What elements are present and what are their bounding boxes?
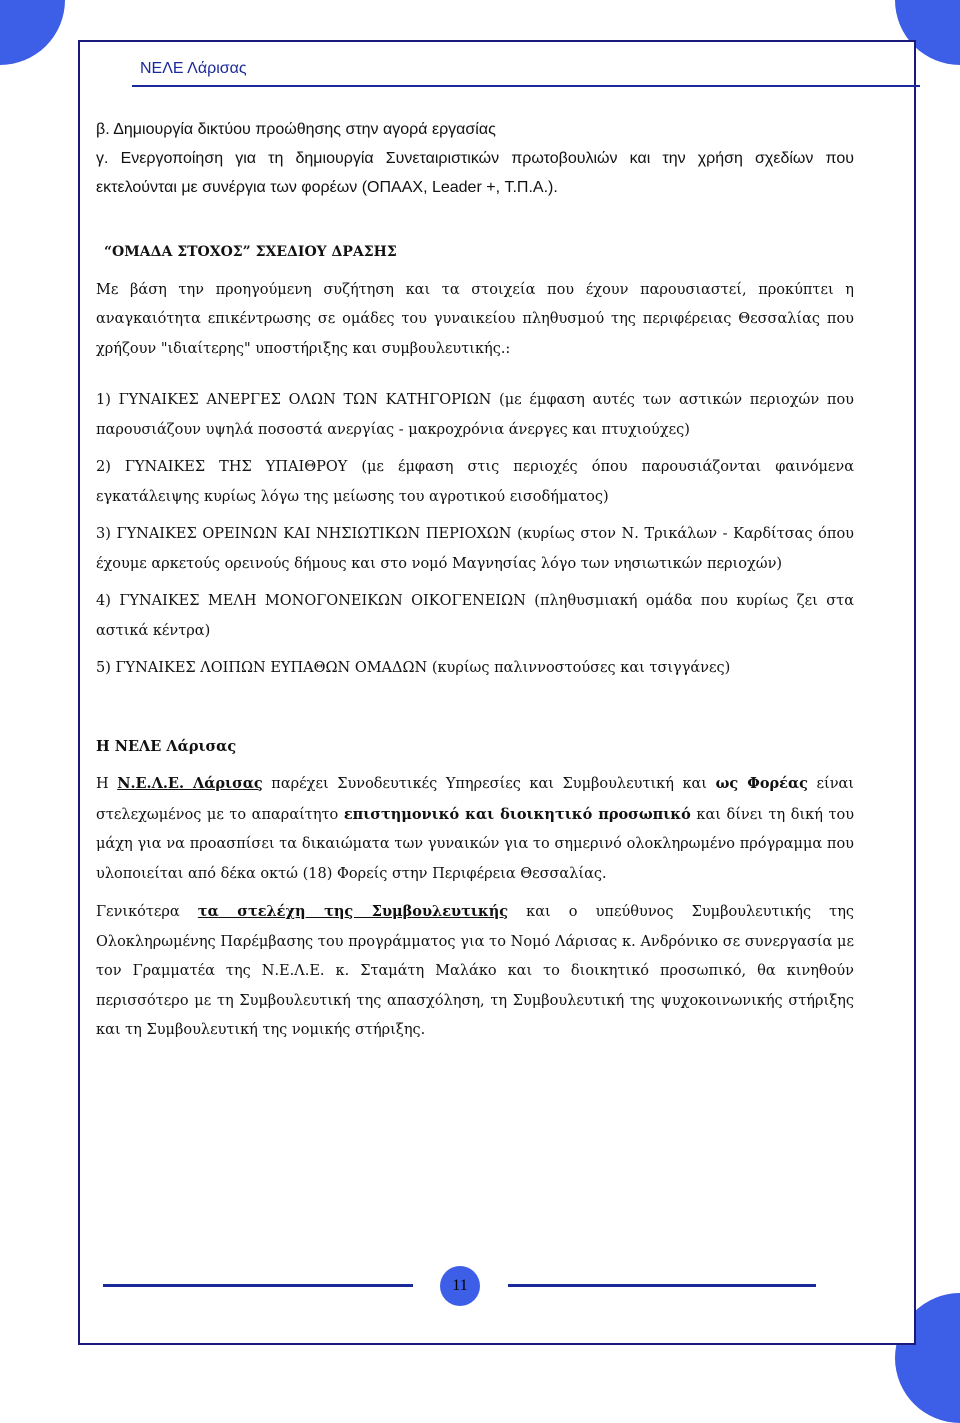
nele-paragraph-2: [96, 897, 854, 1046]
page-content: [96, 115, 854, 1046]
nele-p1-text-1: Η: [96, 776, 118, 792]
nele-p2-text-1: Γενικότερα: [96, 904, 198, 920]
header-rule: [132, 85, 920, 87]
target-group-item-2: 2) ΓΥΝΑΙΚΕΣ ΤΗΣ ΥΠΑΙΘΡΟΥ (με έμφαση στις περιοχές όπου παρουσιάζονται φαινόμενα εγκατάλειψης κυρίως λόγω της μείωσης του αγροτικού εισοδήματος): [96, 459, 854, 505]
nele-p2-text-2: και ο υπεύθυνος Συμβουλευτικής της Ολοκληρωμένης Παρέμβασης του προγράμματος για το Νομό Λάρισας κ. Ανδρόνικο σε συνεργασία με τον Γραμματέα της Ν.Ε.Λ.Ε. κ. Σταμάτη Μαλάκο και το διοικητικό προσωπικό, θα κινηθούν περισσότερο με τη Συμβουλευτική της απασχόληση, τη Συμβουλευτική της ψυχοκοινωνικής στήριξης και τη Συμβουλευτική της νομικής στήριξης.: [96, 904, 855, 1038]
nele-p1-text-3: είναι στελεχωμένος με το απαραίτητο: [96, 776, 854, 823]
header-title: ΝΕΛΕ Λάρισας: [140, 60, 247, 77]
corner-decoration-top-left: [0, 0, 65, 65]
nele-p1-bold-2: ως Φορέας: [715, 775, 808, 792]
nele-paragraph-1: [96, 769, 854, 889]
footer-line-right: [508, 1284, 816, 1287]
intro-line-c: γ. Ενεργοποίηση για τη δημιουργία Συνεταιριστικών πρωτοβουλιών και την χρήση σχεδίων που εκτελούνται με συνέργια των φορέων (ΟΠΑΑΧ, Leader +, Τ.Π.Α.).: [96, 150, 854, 196]
target-group-intro: Με βάση την προηγούμενη συζήτηση και τα στοιχεία που έχουν παρουσιαστεί, προκύπτει η αναγκαιότητα επικέντρωσης σε ομάδες του γυναικείου πληθυσμού της περιφέρειας Θεσσαλίας που χρήζουν "ιδιαίτερης" υποστήριξης και συμβουλευτικής.:: [96, 281, 854, 357]
nele-p1-text-2: παρέχει Συνοδευτικές Υπηρεσίες και Συμβουλευτική και: [262, 776, 716, 792]
nele-heading: Η ΝΕΛΕ Λάρισας: [96, 737, 237, 755]
nele-p2-bold-1: τα στελέχη της Συμβουλευτικής: [197, 903, 509, 920]
footer-line-left: [103, 1284, 413, 1287]
nele-p1-bold-1: Ν.Ε.Λ.Ε. Λάρισας: [117, 775, 263, 792]
target-group-item-5: 5) ΓΥΝΑΙΚΕΣ ΛΟΙΠΩΝ ΕΥΠΑΘΩΝ ΟΜΑΔΩΝ (κυρίως παλιννοστούσες και τσιγγάνες): [96, 660, 731, 676]
nele-p1-text-4: και δίνει τη δική του μάχη για να προασπίσει τα δικαιώματα των γυναικών για το σημερινό ολοκληρωμένο πρόγραμμα που υλοποιείται από δέκα οκτώ (18) Φορείς στην Περιφέρεια Θεσσαλίας.: [96, 806, 855, 882]
page-number-badge: [440, 1266, 480, 1306]
target-group-item-4: 4) ΓΥΝΑΙΚΕΣ ΜΕΛΗ ΜΟΝΟΓΟΝΕΙΚΩΝ ΟΙΚΟΓΕΝΕΙΩΝ (πληθυσμιακή ομάδα που κυρίως ζει στα αστικά κέντρα): [96, 593, 854, 639]
page-number: 11: [452, 1277, 468, 1294]
nele-p1-bold-3: επιστημονικό και διοικητικό προσωπικό: [343, 805, 691, 823]
target-group-item-1: 1) ΓΥΝΑΙΚΕΣ ΑΝΕΡΓΕΣ ΟΛΩΝ ΤΩΝ ΚΑΤΗΓΟΡΙΩΝ (με έμφαση αυτές των αστικών περιοχών που παρουσιάζουν υψηλά ποσοστά ανεργίας - μακροχρόνια άνεργες και πτυχιούχες): [96, 392, 854, 438]
intro-line-b: β. Δημιουργία δικτύου προώθησης στην αγορά εργασίας: [96, 121, 496, 138]
target-group-item-3: 3) ΓΥΝΑΙΚΕΣ ΟΡΕΙΝΩΝ ΚΑΙ ΝΗΣΙΩΤΙΚΩΝ ΠΕΡΙΟΧΩΝ (κυρίως στον Ν. Τρικάλων - Καρδίτσας όπου έχουμε αρκετούς ορεινούς δήμους και στο νομό Μαγνησίας λόγο των νησιωτικών περιοχών): [96, 526, 854, 572]
target-group-heading: “ΟΜΑΔΑ ΣΤΟΧΟΣ” ΣΧΕΔΙΟΥ ΔΡΑΣΗΣ: [104, 244, 397, 260]
